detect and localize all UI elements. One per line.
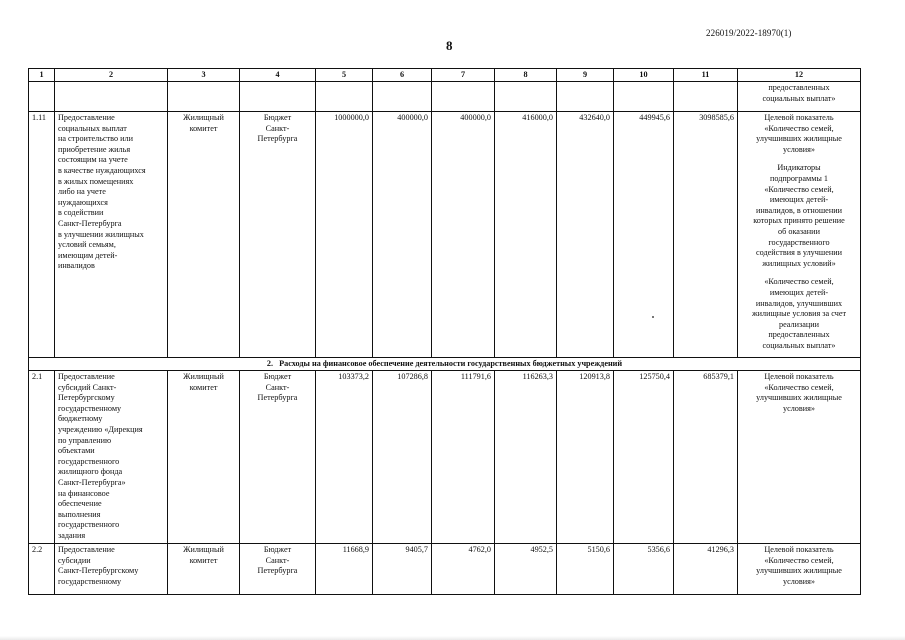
column-header: 8 [495,69,557,82]
value-col-5: 103373,2 [316,371,373,544]
executor-cell: Жилищный комитет [168,544,240,595]
value-col-8: 116263,3 [495,371,557,544]
activity-name: Предоставление социальных выплат на строительство или приобретение жилья состоящим на учете в качестве нуждающихся в жилых помещениях либо на учете нуждающихся в содействии Санкт-Петербурга в улучшении жилищных условий семьям, имеющим детей- инвалидов [55,112,168,358]
program-activities-table [28,68,861,595]
funding-source-cell: Бюджет Санкт- Петербурга [240,112,316,358]
value-col-9: 120913,8 [557,371,614,544]
column-header: 6 [373,69,432,82]
value-col-9: 5150,6 [557,544,614,595]
activity-name: Предоставление субсидии Санкт-Петербургскому государственному [55,544,168,595]
executor-cell: Жилищный комитет [168,371,240,544]
indicator-cell: Целевой показатель «Количество семей, улучшивших жилищные условия» [738,544,861,595]
column-header: 12 [738,69,861,82]
funding-source-cell: Бюджет Санкт- Петербурга [240,544,316,595]
table-row-2-2 [29,544,861,595]
indicator-paragraph: «Количество семей, имеющих детей- инвалидов, улучшивших жилищные условия за счет реализации предоставленных социальных выплат» [751,277,847,350]
value-col-6: 9405,7 [373,544,432,595]
table-row-1-11 [29,112,861,358]
scan-bottom-edge [0,636,905,640]
indicator-cell: Целевой показатель «Количество семей, улучшивших жилищные условия» [738,371,861,544]
item-number: 1.11 [29,112,55,358]
value-col-10: 5356,6 [614,544,674,595]
value-col-6: 107286,8 [373,371,432,544]
value-col-6: 400000,0 [373,112,432,358]
indicator-cell: предоставленных социальных выплат» [738,82,861,112]
value-col-5: 1000000,0 [316,112,373,358]
scan-speck [652,316,654,318]
column-header: 2 [55,69,168,82]
column-header: 4 [240,69,316,82]
value-col-9: 432640,0 [557,112,614,358]
executor-cell: Жилищный комитет [168,112,240,358]
item-number: 2.1 [29,371,55,544]
value-col-11-total: 685379,1 [674,371,738,544]
section-number: 2. [266,359,274,368]
column-header: 10 [614,69,674,82]
column-header: 3 [168,69,240,82]
value-col-8: 416000,0 [495,112,557,358]
value-col-5: 11668,9 [316,544,373,595]
funding-source-cell: Бюджет Санкт- Петербурга [240,371,316,544]
column-header: 5 [316,69,373,82]
value-col-8: 4952,5 [495,544,557,595]
column-header: 9 [557,69,614,82]
indicator-paragraph: Целевой показатель «Количество семей, улучшивших жилищные условия» [756,113,842,154]
table-row-continuation [29,82,861,112]
activity-name: Предоставление субсидий Санкт- Петербургскому государственному бюджетному учреждению «Дирекция по управлению объектами государственного жилищного фонда Санкт-Петербурга» на финансовое обеспечение выполнения государственного задания [55,371,168,544]
indicator-paragraph: Индикаторы подпрограммы 1 «Количество семей, имеющих детей- инвалидов, в отношении которых принято решение об оказании государственного содействия в улучшении жилищных условий» [753,163,845,268]
value-col-11-total: 41296,3 [674,544,738,595]
section-title: Расходы на финансовое обеспечение деятельности государственных бюджетных учреждений [279,359,623,368]
column-header: 7 [432,69,495,82]
table-row-2-1 [29,371,861,544]
column-header: 1 [29,69,55,82]
value-col-10: 449945,6 [614,112,674,358]
item-number: 2.2 [29,544,55,595]
page-number: 8 [446,38,453,53]
section-heading [29,358,861,371]
value-col-11-total: 3098585,6 [674,112,738,358]
column-header: 11 [674,69,738,82]
value-col-7: 111791,6 [432,371,495,544]
column-number-header-row [29,69,861,82]
value-col-7: 400000,0 [432,112,495,358]
indicator-cell [738,112,861,358]
value-col-7: 4762,0 [432,544,495,595]
value-col-10: 125750,4 [614,371,674,544]
document-registration-number: 226019/2022-18970(1) [706,28,792,38]
section-heading-row [29,358,861,371]
